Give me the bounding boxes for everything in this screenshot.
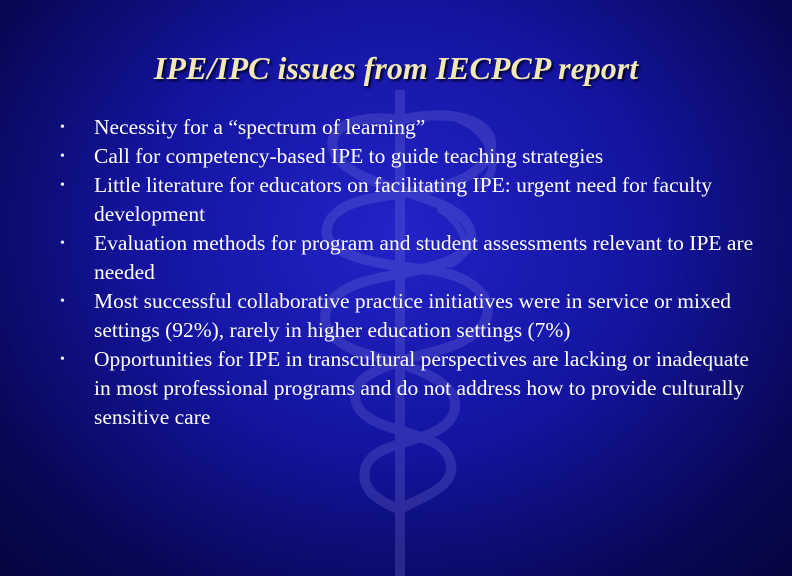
bullet-icon: • <box>60 178 65 193</box>
bullet-icon: • <box>60 149 65 164</box>
bullet-text: Most successful collaborative practice initiatives were in service or mixed settings (92%), rarely in higher education settings (7%) <box>94 289 732 342</box>
bullet-text: Evaluation methods for program and student assessments relevant to IPE are needed <box>94 231 754 284</box>
bullet-icon: • <box>60 120 65 135</box>
list-item <box>60 113 760 142</box>
list-item <box>60 229 760 287</box>
bullet-icon: • <box>60 294 65 309</box>
bullet-icon: • <box>60 236 65 251</box>
list-item <box>60 142 760 171</box>
list-item <box>60 287 760 345</box>
list-item <box>60 345 760 432</box>
bullet-text: Call for competency-based IPE to guide teaching strategies <box>94 144 604 168</box>
bullet-text: Opportunities for IPE in transcultural perspectives are lacking or inadequate in most professional programs and do not address how to provide culturally sensitive care <box>94 347 749 429</box>
bullet-text: Necessity for a “spectrum of learning” <box>94 115 426 139</box>
slide-title: IPE/IPC issues from IECPCP report <box>153 50 639 86</box>
bullet-list <box>60 113 760 432</box>
bullet-text: Little literature for educators on facilitating IPE: urgent need for faculty development <box>94 173 713 226</box>
list-item <box>60 171 760 229</box>
bullet-icon: • <box>60 352 65 367</box>
